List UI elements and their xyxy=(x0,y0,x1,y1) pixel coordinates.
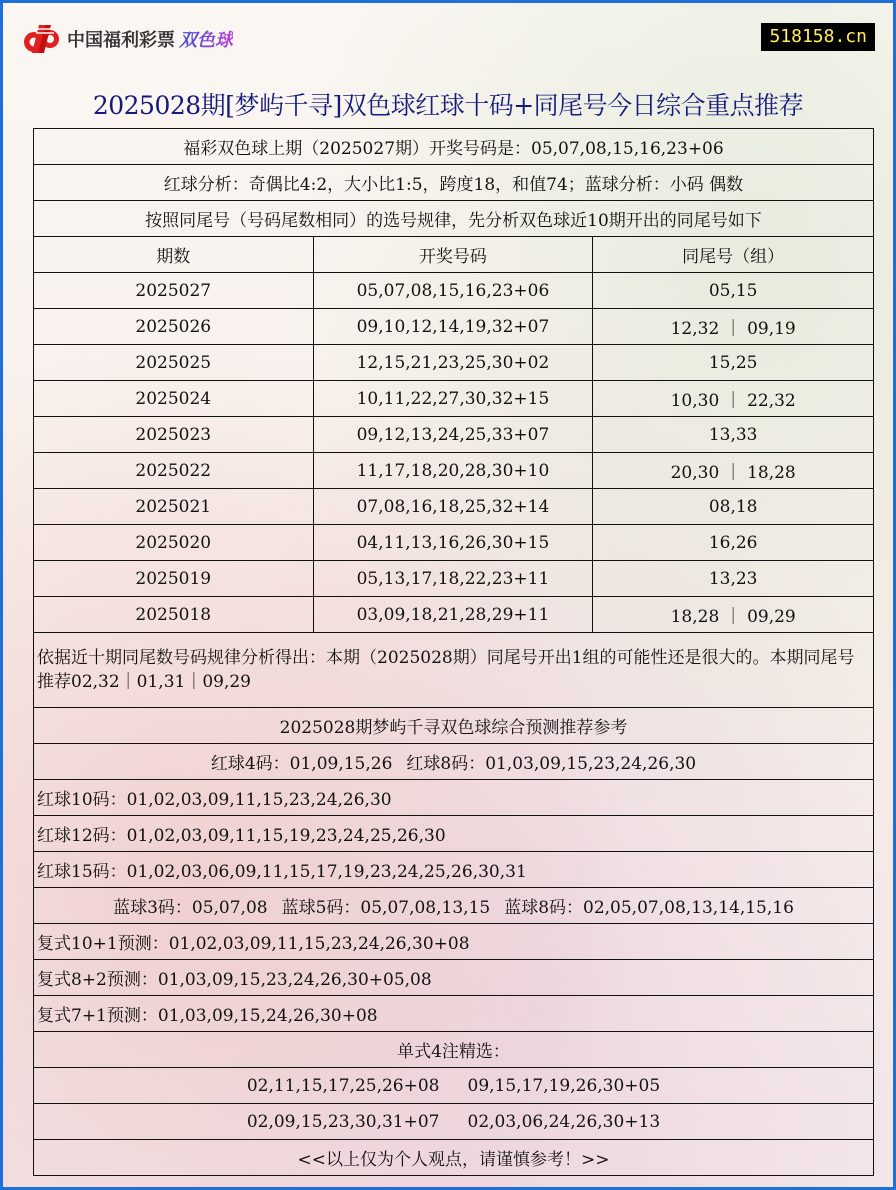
prediction-heading-row xyxy=(34,708,874,744)
single-heading: 单式4注精选： xyxy=(34,1032,874,1068)
cwl-logo-icon xyxy=(21,23,63,55)
same-tail-cell: 08,18 xyxy=(593,489,874,525)
red-10-codes: 红球10码：01,02,03,09,11,15,23,24,26,30 xyxy=(34,780,874,816)
history-row xyxy=(34,525,874,561)
history-row xyxy=(34,309,874,345)
same-tail-cell: 20,30 ｜ 18,28 xyxy=(593,453,874,489)
dup-7-1-text: 复式7+1预测：01,03,09,15,24,26,30+08 xyxy=(34,996,874,1032)
red-4-codes: 红球4码：01,09,15,26 xyxy=(210,754,393,774)
red-12-row xyxy=(34,816,874,852)
history-row xyxy=(34,597,874,633)
blue-row xyxy=(34,888,874,924)
header-numbers: 开奖号码 xyxy=(313,237,593,273)
single-cell xyxy=(34,1068,874,1104)
single-cell xyxy=(34,1104,874,1140)
dup-8-2-text: 复式8+2预测：01,03,09,15,23,24,26,30+05,08 xyxy=(34,960,874,996)
intro-row xyxy=(34,201,874,237)
issue-cell: 2025024 xyxy=(34,381,314,417)
recommendation-table xyxy=(33,128,874,1176)
numbers-cell: 10,11,22,27,30,32+15 xyxy=(313,381,593,417)
numbers-cell: 12,15,21,23,25,30+02 xyxy=(313,345,593,381)
issue-cell: 2025019 xyxy=(34,561,314,597)
blue-8-codes: 蓝球8码：02,05,07,08,13,14,15,16 xyxy=(504,898,794,918)
blue-3-codes: 蓝球3码：05,07,08 xyxy=(113,898,268,918)
logo-brand: 双色球 xyxy=(179,26,233,52)
issue-cell: 2025021 xyxy=(34,489,314,525)
same-tail-cell: 18,28 ｜ 09,29 xyxy=(593,597,874,633)
dup-10-1-row xyxy=(34,924,874,960)
history-row xyxy=(34,453,874,489)
red-10-row xyxy=(34,780,874,816)
history-header-row xyxy=(34,237,874,273)
issue-cell: 2025022 xyxy=(34,453,314,489)
history-row xyxy=(34,345,874,381)
logo-text: 中国福利彩票 xyxy=(67,30,175,51)
single-row xyxy=(34,1068,874,1104)
history-row xyxy=(34,417,874,453)
numbers-cell: 11,17,18,20,28,30+10 xyxy=(313,453,593,489)
red-15-codes: 红球15码：01,02,03,06,09,11,15,17,19,23,24,25,26,30,31 xyxy=(34,852,874,888)
issue-cell: 2025018 xyxy=(34,597,314,633)
issue-cell: 2025026 xyxy=(34,309,314,345)
red-4-8-row xyxy=(34,744,874,780)
same-tail-cell: 15,25 xyxy=(593,345,874,381)
same-tail-cell: 12,32 ｜ 09,19 xyxy=(593,309,874,345)
numbers-cell: 04,11,13,16,26,30+15 xyxy=(313,525,593,561)
numbers-cell: 09,10,12,14,19,32+07 xyxy=(313,309,593,345)
dup-10-1-text: 复式10+1预测：01,02,03,09,11,15,23,24,26,30+08 xyxy=(34,924,874,960)
numbers-cell: 05,07,08,15,16,23+06 xyxy=(313,273,593,309)
analysis-text: 红球分析：奇偶比4:2，大小比1:5，跨度18，和值74；蓝球分析：小码 偶数 xyxy=(34,165,874,201)
analysis-row xyxy=(34,165,874,201)
same-tail-cell: 13,23 xyxy=(593,561,874,597)
intro-text: 按照同尾号（号码尾数相同）的选号规律，先分析双色球近10期开出的同尾号如下 xyxy=(34,201,874,237)
last-draw-row xyxy=(34,129,874,165)
single-heading-row xyxy=(34,1032,874,1068)
disclaimer-text: <<以上仅为个人观点，请谨慎参考！>> xyxy=(34,1140,874,1176)
dup-7-1-row xyxy=(34,996,874,1032)
history-row xyxy=(34,273,874,309)
cwl-logo xyxy=(21,23,233,55)
red-12-codes: 红球12码：01,02,03,09,11,15,19,23,24,25,26,30 xyxy=(34,816,874,852)
same-tail-cell: 05,15 xyxy=(593,273,874,309)
issue-cell: 2025027 xyxy=(34,273,314,309)
issue-cell: 2025020 xyxy=(34,525,314,561)
disclaimer-row xyxy=(34,1140,874,1176)
single-row xyxy=(34,1104,874,1140)
single-ticket: 02,09,15,23,30,31+07 xyxy=(246,1111,440,1132)
issue-cell: 2025023 xyxy=(34,417,314,453)
issue-cell: 2025025 xyxy=(34,345,314,381)
red-8-codes: 红球8码：01,03,09,15,23,24,26,30 xyxy=(406,754,697,774)
conclusion-text: 依据近十期同尾数号码规律分析得出：本期（2025028期）同尾号开出1组的可能性还是很大的。本期同尾号推荐02,32｜01,31｜09,29 xyxy=(34,633,874,708)
numbers-cell: 09,12,13,24,25,33+07 xyxy=(313,417,593,453)
history-row xyxy=(34,381,874,417)
single-ticket: 02,03,06,24,26,30+13 xyxy=(467,1111,661,1132)
dup-8-2-row xyxy=(34,960,874,996)
numbers-cell: 07,08,16,18,25,32+14 xyxy=(313,489,593,525)
page-title: 2025028期[梦屿千寻]双色球红球十码+同尾号今日综合重点推荐 xyxy=(92,90,804,120)
last-draw-text: 福彩双色球上期（2025027期）开奖号码是：05,07,08,15,16,23+06 xyxy=(34,129,874,165)
site-badge[interactable]: 518158.cn xyxy=(761,23,875,51)
header-same-tail: 同尾号（组） xyxy=(593,237,874,273)
same-tail-cell: 16,26 xyxy=(593,525,874,561)
history-row xyxy=(34,489,874,525)
blue-cell xyxy=(34,888,874,924)
conclusion-row xyxy=(34,633,874,708)
red-15-row xyxy=(34,852,874,888)
same-tail-cell: 13,33 xyxy=(593,417,874,453)
header-issue: 期数 xyxy=(34,237,314,273)
single-ticket: 09,15,17,19,26,30+05 xyxy=(467,1075,661,1096)
single-ticket: 02,11,15,17,25,26+08 xyxy=(246,1075,440,1096)
red-4-8-cell xyxy=(34,744,874,780)
blue-5-codes: 蓝球5码：05,07,08,13,15 xyxy=(281,898,491,918)
history-row xyxy=(34,561,874,597)
numbers-cell: 05,13,17,18,22,23+11 xyxy=(313,561,593,597)
prediction-heading: 2025028期梦屿千寻双色球综合预测推荐参考 xyxy=(34,708,874,744)
same-tail-cell: 10,30 ｜ 22,32 xyxy=(593,381,874,417)
numbers-cell: 03,09,18,21,28,29+11 xyxy=(313,597,593,633)
